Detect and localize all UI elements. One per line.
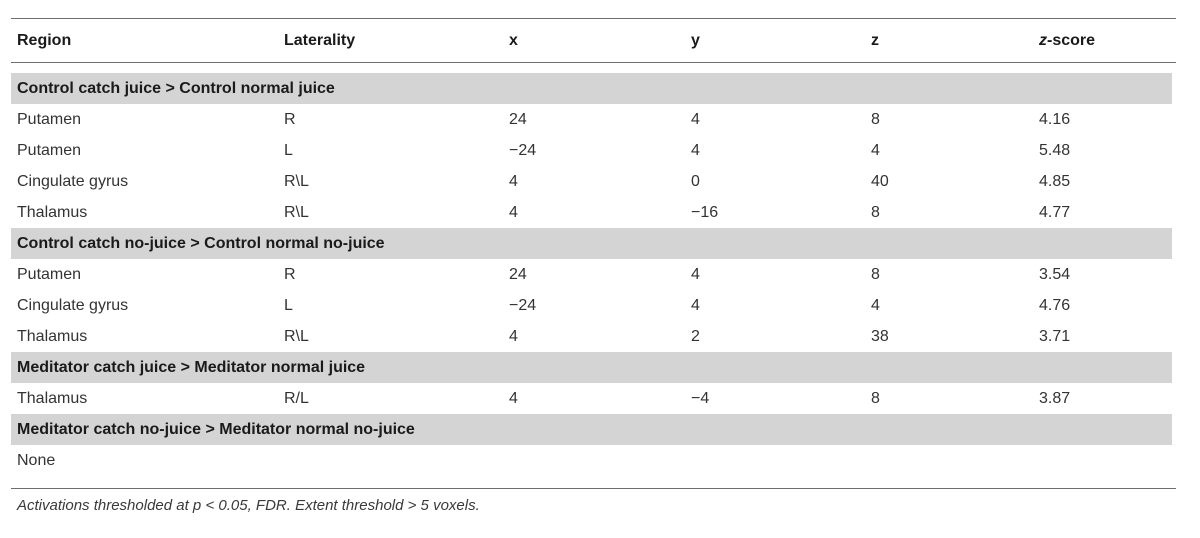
- section-title: Control catch juice > Control normal juice: [17, 79, 335, 97]
- cell-z: 40: [871, 172, 889, 190]
- cell-y: 4: [691, 296, 700, 314]
- cell-y: −4: [691, 389, 710, 407]
- table-row: [11, 197, 1176, 228]
- cell-y: 4: [691, 265, 700, 283]
- section-header-row: [11, 352, 1172, 383]
- cell-x: 24: [509, 265, 527, 283]
- table-bottom-spacer: [11, 476, 1176, 488]
- table-header-spacer: [11, 63, 1176, 73]
- cell-y: −16: [691, 203, 719, 221]
- cell-y: 4: [691, 141, 700, 159]
- section-title: Control catch no-juice > Control normal no-juice: [17, 234, 385, 252]
- cell-zscore: 3.87: [1039, 389, 1071, 407]
- cell-y: 4: [691, 110, 700, 128]
- cell-laterality: L: [284, 141, 293, 159]
- header-z: z: [871, 31, 879, 49]
- header-laterality: Laterality: [284, 31, 356, 49]
- cell-region: Thalamus: [17, 203, 88, 221]
- header-zscore-italic: z: [1039, 31, 1047, 49]
- section-header-row: [11, 228, 1172, 259]
- table-row: [11, 104, 1176, 135]
- cell-z: 4: [871, 296, 880, 314]
- cell-zscore: 4.16: [1039, 110, 1071, 128]
- table-body: [11, 73, 1176, 476]
- cell-z: 4: [871, 141, 880, 159]
- section-title: Meditator catch juice > Meditator normal juice: [17, 358, 366, 376]
- table-row: [11, 290, 1176, 321]
- header-region: Region: [17, 31, 72, 49]
- cell-laterality: R\L: [284, 172, 309, 190]
- section-header-row: [11, 73, 1172, 104]
- cell-y: 2: [691, 327, 700, 345]
- cell-region: Cingulate gyrus: [17, 172, 129, 190]
- header-zscore: [1039, 32, 1095, 50]
- cell-region: Thalamus: [17, 389, 88, 407]
- cell-x: −24: [509, 296, 537, 314]
- cell-region: None: [17, 451, 56, 469]
- cell-x: 24: [509, 110, 527, 128]
- cell-z: 8: [871, 203, 880, 221]
- cell-zscore: 3.71: [1039, 327, 1071, 345]
- cell-laterality: R: [284, 265, 296, 283]
- cell-x: 4: [509, 327, 518, 345]
- cell-zscore: 3.54: [1039, 265, 1071, 283]
- table-row: [11, 135, 1176, 166]
- cell-laterality: R\L: [284, 203, 309, 221]
- results-table: [11, 18, 1176, 489]
- cell-laterality: R: [284, 110, 296, 128]
- table-footnote: Activations thresholded at p < 0.05, FDR. Extent threshold > 5 voxels.: [17, 497, 480, 514]
- cell-laterality: R/L: [284, 389, 309, 407]
- cell-zscore: 4.76: [1039, 296, 1071, 314]
- header-x: x: [509, 31, 518, 49]
- cell-region: Putamen: [17, 141, 82, 159]
- cell-x: −24: [509, 141, 537, 159]
- cell-region: Cingulate gyrus: [17, 296, 129, 314]
- cell-region: Thalamus: [17, 327, 88, 345]
- table-row: [11, 383, 1176, 414]
- cell-z: 8: [871, 389, 880, 407]
- section-title: Meditator catch no-juice > Meditator normal no-juice: [17, 420, 415, 438]
- cell-zscore: 4.85: [1039, 172, 1071, 190]
- cell-x: 4: [509, 172, 518, 190]
- cell-laterality: L: [284, 296, 293, 314]
- table-row: [11, 259, 1176, 290]
- table-row: [11, 445, 1176, 476]
- cell-region: Putamen: [17, 110, 82, 128]
- header-zscore-rest: -score: [1047, 31, 1096, 49]
- cell-x: 4: [509, 389, 518, 407]
- cell-z: 8: [871, 265, 880, 283]
- cell-x: 4: [509, 203, 518, 221]
- cell-zscore: 5.48: [1039, 141, 1071, 159]
- cell-z: 38: [871, 327, 889, 345]
- header-y: y: [691, 31, 700, 49]
- cell-y: 0: [691, 172, 700, 190]
- table-row: [11, 166, 1176, 197]
- table-bottom-rule: [11, 488, 1176, 489]
- cell-zscore: 4.77: [1039, 203, 1071, 221]
- cell-region: Putamen: [17, 265, 82, 283]
- table-row: [11, 321, 1176, 352]
- cell-laterality: R\L: [284, 327, 309, 345]
- section-header-row: [11, 414, 1172, 445]
- table-header-row: [11, 19, 1176, 62]
- cell-z: 8: [871, 110, 880, 128]
